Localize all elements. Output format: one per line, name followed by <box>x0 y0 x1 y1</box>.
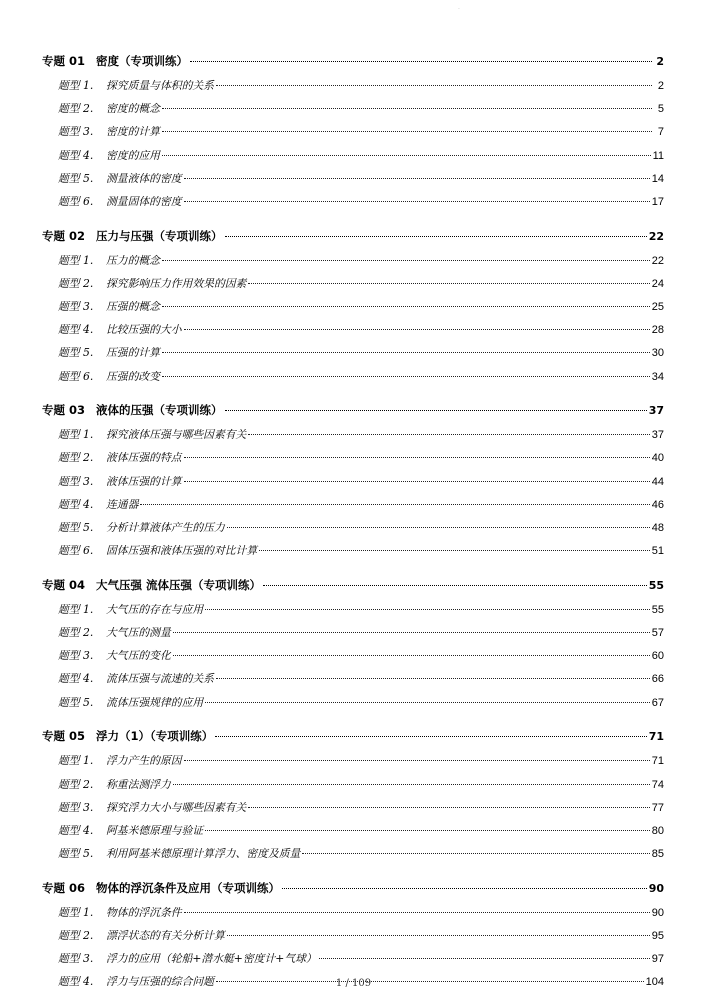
topic-number: 专题 03 <box>42 403 86 418</box>
type-title: 大气压的测量 <box>106 626 171 640</box>
toc-section <box>42 49 664 224</box>
toc-type-entry[interactable] <box>42 947 664 970</box>
type-number: 题型 1. <box>58 428 94 442</box>
topic-title: 大气压强 流体压强（专项训练） <box>96 577 262 592</box>
type-page-number: 71 <box>651 755 664 768</box>
dot-leader <box>282 888 647 889</box>
type-title: 密度的概念 <box>106 102 160 116</box>
topic-page-number: 90 <box>648 881 664 895</box>
toc-type-entry[interactable] <box>42 644 664 667</box>
toc-topic-entry[interactable] <box>42 49 664 74</box>
type-page-number: 74 <box>651 778 664 791</box>
type-number: 题型 5. <box>58 346 94 360</box>
type-title: 大气压的存在与应用 <box>106 602 204 616</box>
type-page-number: 90 <box>651 906 664 919</box>
topic-title: 浮力（1）（专项训练） <box>96 729 214 744</box>
dot-leader <box>173 655 650 656</box>
dot-leader <box>173 784 650 785</box>
dot-leader <box>184 760 650 761</box>
type-number: 题型 1. <box>58 79 94 92</box>
type-title: 浮力产生的原因 <box>106 754 182 768</box>
toc-topic-entry[interactable] <box>42 224 664 249</box>
type-title: 压力的概念 <box>106 253 160 267</box>
type-title: 测量固体的密度 <box>106 194 182 208</box>
type-number: 题型 2. <box>58 102 94 116</box>
type-page-number: 44 <box>651 475 664 488</box>
dot-leader <box>184 178 650 179</box>
toc-type-entry[interactable] <box>42 796 664 819</box>
type-page-number: 85 <box>651 848 664 861</box>
type-number: 题型 3. <box>58 649 94 663</box>
type-page-number: 28 <box>651 324 664 337</box>
dot-leader <box>184 329 650 330</box>
type-page-number: 48 <box>651 522 664 534</box>
type-page-number: 14 <box>651 172 664 185</box>
type-page-number: 17 <box>651 195 664 208</box>
toc-type-entry[interactable] <box>42 341 664 364</box>
type-page-number: 51 <box>651 545 664 558</box>
type-number: 题型 5. <box>58 695 94 709</box>
toc-section <box>42 224 664 399</box>
type-number: 题型 2. <box>58 626 94 640</box>
toc-type-entry[interactable] <box>42 493 664 516</box>
dot-leader <box>248 807 649 808</box>
type-title: 连通器 <box>106 497 139 511</box>
type-title: 分析计算液体产生的压力 <box>106 521 225 534</box>
type-page-number: 40 <box>651 452 664 465</box>
toc-type-entry[interactable] <box>42 842 664 865</box>
header-mark: . <box>458 4 460 11</box>
table-of-contents <box>42 49 664 994</box>
dot-leader <box>225 410 647 411</box>
type-number: 题型 5. <box>58 847 94 861</box>
dot-leader <box>140 504 649 505</box>
toc-topic-entry[interactable] <box>42 876 664 901</box>
toc-type-entry[interactable] <box>42 272 664 295</box>
type-title: 测量液体的密度 <box>106 171 182 185</box>
type-title: 浮力与压强的综合问题 <box>106 975 214 989</box>
type-page-number: 30 <box>651 347 664 360</box>
type-number: 题型 4. <box>58 672 94 686</box>
type-page-number: 5 <box>657 103 664 116</box>
type-number: 题型 3. <box>58 300 94 313</box>
type-number: 题型 1. <box>58 602 94 616</box>
type-title: 固体压强和液体压强的对比计算 <box>106 544 258 558</box>
type-title: 液体压强的计算 <box>106 474 182 488</box>
dot-leader <box>162 352 650 353</box>
section-spacer <box>42 562 664 573</box>
toc-type-entry[interactable] <box>42 120 664 143</box>
toc-type-entry[interactable] <box>42 190 664 213</box>
toc-type-entry[interactable] <box>42 749 664 772</box>
dot-leader <box>216 85 652 86</box>
toc-type-entry[interactable] <box>42 318 664 341</box>
type-page-number: 104 <box>645 976 664 989</box>
type-page-number: 60 <box>651 650 664 663</box>
type-title: 压强的计算 <box>106 346 160 360</box>
dot-leader <box>205 609 650 610</box>
type-number: 题型 6. <box>58 544 94 558</box>
topic-page-number: 71 <box>648 730 664 744</box>
dot-leader <box>162 260 650 261</box>
section-spacer <box>42 388 664 399</box>
dot-leader <box>259 550 650 551</box>
type-page-number: 25 <box>651 301 664 313</box>
type-number: 题型 6. <box>58 194 94 208</box>
type-number: 题型 4. <box>58 497 94 511</box>
type-page-number: 7 <box>657 126 664 139</box>
type-title: 阿基米德原理与验证 <box>106 823 204 837</box>
dot-leader <box>184 457 650 458</box>
topic-number: 专题 04 <box>42 577 86 592</box>
topic-number: 专题 05 <box>42 729 86 744</box>
toc-type-entry[interactable] <box>42 144 664 167</box>
dot-leader <box>162 376 650 377</box>
dot-leader <box>227 527 650 528</box>
type-number: 题型 3. <box>58 800 94 814</box>
toc-type-entry[interactable] <box>42 924 664 947</box>
dot-leader <box>263 585 647 586</box>
type-number: 题型 5. <box>58 521 94 534</box>
dot-leader <box>302 853 649 854</box>
type-title: 利用阿基米德原理计算浮力、密度及质量 <box>106 847 301 861</box>
type-title: 探究浮力大小与哪些因素有关 <box>106 800 247 814</box>
type-title: 流体压强规律的应用 <box>106 695 204 709</box>
type-title: 物体的浮沉条件 <box>106 905 182 919</box>
type-number: 题型 3. <box>58 125 94 139</box>
type-page-number: 11 <box>652 149 664 162</box>
toc-type-entry[interactable] <box>42 516 664 539</box>
type-page-number: 77 <box>651 801 664 814</box>
toc-type-entry[interactable] <box>42 167 664 190</box>
toc-section <box>42 724 664 875</box>
toc-section <box>42 398 664 573</box>
topic-title: 压力与压强（专项训练） <box>96 228 223 243</box>
dot-leader <box>225 236 647 237</box>
type-number: 题型 3. <box>58 474 94 488</box>
toc-type-entry[interactable] <box>42 470 664 493</box>
type-number: 题型 4. <box>58 323 94 337</box>
topic-title: 液体的压强（专项训练） <box>96 403 223 418</box>
toc-type-entry[interactable] <box>42 423 664 446</box>
toc-type-entry[interactable] <box>42 667 664 690</box>
type-page-number: 97 <box>651 953 664 966</box>
type-page-number: 80 <box>651 824 664 837</box>
dot-leader <box>216 678 650 679</box>
type-title: 压强的改变 <box>106 369 160 383</box>
type-title: 探究液体压强与哪些因素有关 <box>106 428 247 442</box>
dot-leader <box>184 201 650 202</box>
section-spacer <box>42 714 664 725</box>
type-number: 题型 1. <box>58 754 94 768</box>
type-page-number: 2 <box>657 80 664 92</box>
toc-type-entry[interactable] <box>42 295 664 318</box>
topic-page-number: 22 <box>648 229 664 243</box>
dot-leader <box>162 155 651 156</box>
toc-type-entry[interactable] <box>42 74 664 97</box>
type-title: 称重法测浮力 <box>106 777 171 791</box>
type-number: 题型 1. <box>58 253 94 267</box>
type-number: 题型 6. <box>58 369 94 383</box>
type-page-number: 46 <box>651 498 664 511</box>
toc-type-entry[interactable] <box>42 446 664 469</box>
section-spacer <box>42 213 664 224</box>
toc-type-entry[interactable] <box>42 249 664 272</box>
dot-leader <box>173 632 650 633</box>
topic-page-number: 55 <box>648 578 664 592</box>
toc-topic-entry[interactable] <box>42 724 664 749</box>
type-page-number: 66 <box>651 673 664 686</box>
dot-leader <box>162 306 650 307</box>
type-page-number: 67 <box>651 696 664 709</box>
type-title: 液体压强的特点 <box>106 451 182 465</box>
type-title: 探究质量与体积的关系 <box>106 79 214 92</box>
type-title: 浮力的应用（轮船+潜水艇+密度计+气球） <box>106 952 317 966</box>
topic-title: 密度（专项训练） <box>96 54 188 68</box>
dot-leader <box>162 108 652 109</box>
type-number: 题型 2. <box>58 276 94 290</box>
toc-type-entry[interactable] <box>42 598 664 621</box>
topic-page-number: 2 <box>656 55 664 68</box>
type-number: 题型 1. <box>58 905 94 919</box>
type-number: 题型 5. <box>58 171 94 185</box>
type-title: 密度的计算 <box>106 125 160 139</box>
dot-leader <box>319 958 650 959</box>
topic-page-number: 37 <box>648 404 664 418</box>
type-number: 题型 4. <box>58 975 94 989</box>
type-number: 题型 3. <box>58 952 94 966</box>
type-number: 题型 4. <box>58 148 94 162</box>
toc-type-entry[interactable] <box>42 773 664 796</box>
dot-leader <box>205 830 650 831</box>
type-number: 题型 2. <box>58 928 94 942</box>
dot-leader <box>190 61 652 62</box>
toc-type-entry[interactable] <box>42 97 664 120</box>
type-title: 漂浮状态的有关分析计算 <box>106 928 225 942</box>
topic-title: 物体的浮沉条件及应用（专项训练） <box>96 880 280 895</box>
type-number: 题型 2. <box>58 777 94 791</box>
dot-leader <box>227 935 650 936</box>
type-number: 题型 2. <box>58 451 94 465</box>
section-spacer <box>42 865 664 876</box>
type-title: 大气压的变化 <box>106 649 171 663</box>
toc-type-entry[interactable] <box>42 691 664 714</box>
type-title: 比较压强的大小 <box>106 323 182 337</box>
type-title: 密度的应用 <box>106 148 160 162</box>
type-page-number: 34 <box>651 370 664 383</box>
type-page-number: 55 <box>651 603 664 616</box>
toc-section <box>42 573 664 724</box>
toc-type-entry[interactable] <box>42 901 664 924</box>
topic-number: 专题 01 <box>42 54 86 68</box>
type-title: 流体压强与流速的关系 <box>106 672 214 686</box>
toc-type-entry[interactable] <box>42 621 664 644</box>
toc-type-entry[interactable] <box>42 539 664 562</box>
dot-leader <box>205 702 650 703</box>
dot-leader <box>184 912 650 913</box>
page-indicator: 1 / 109 <box>335 978 372 989</box>
dot-leader <box>162 131 652 132</box>
type-page-number: 95 <box>651 929 664 942</box>
dot-leader <box>215 736 646 737</box>
type-title: 探究影响压力作用效果的因素 <box>106 276 247 290</box>
type-page-number: 22 <box>651 254 664 267</box>
topic-number: 专题 06 <box>42 880 86 895</box>
type-page-number: 57 <box>651 627 664 640</box>
type-number: 题型 4. <box>58 823 94 837</box>
dot-leader <box>184 481 650 482</box>
type-title: 压强的概念 <box>106 300 160 313</box>
type-page-number: 24 <box>651 277 664 290</box>
toc-section <box>42 876 664 994</box>
type-page-number: 37 <box>651 429 664 442</box>
topic-number: 专题 02 <box>42 228 86 243</box>
toc-topic-entry[interactable] <box>42 573 664 598</box>
toc-type-entry[interactable] <box>42 819 664 842</box>
toc-type-entry[interactable] <box>42 365 664 388</box>
dot-leader <box>248 283 649 284</box>
toc-topic-entry[interactable] <box>42 398 664 423</box>
dot-leader <box>248 434 649 435</box>
